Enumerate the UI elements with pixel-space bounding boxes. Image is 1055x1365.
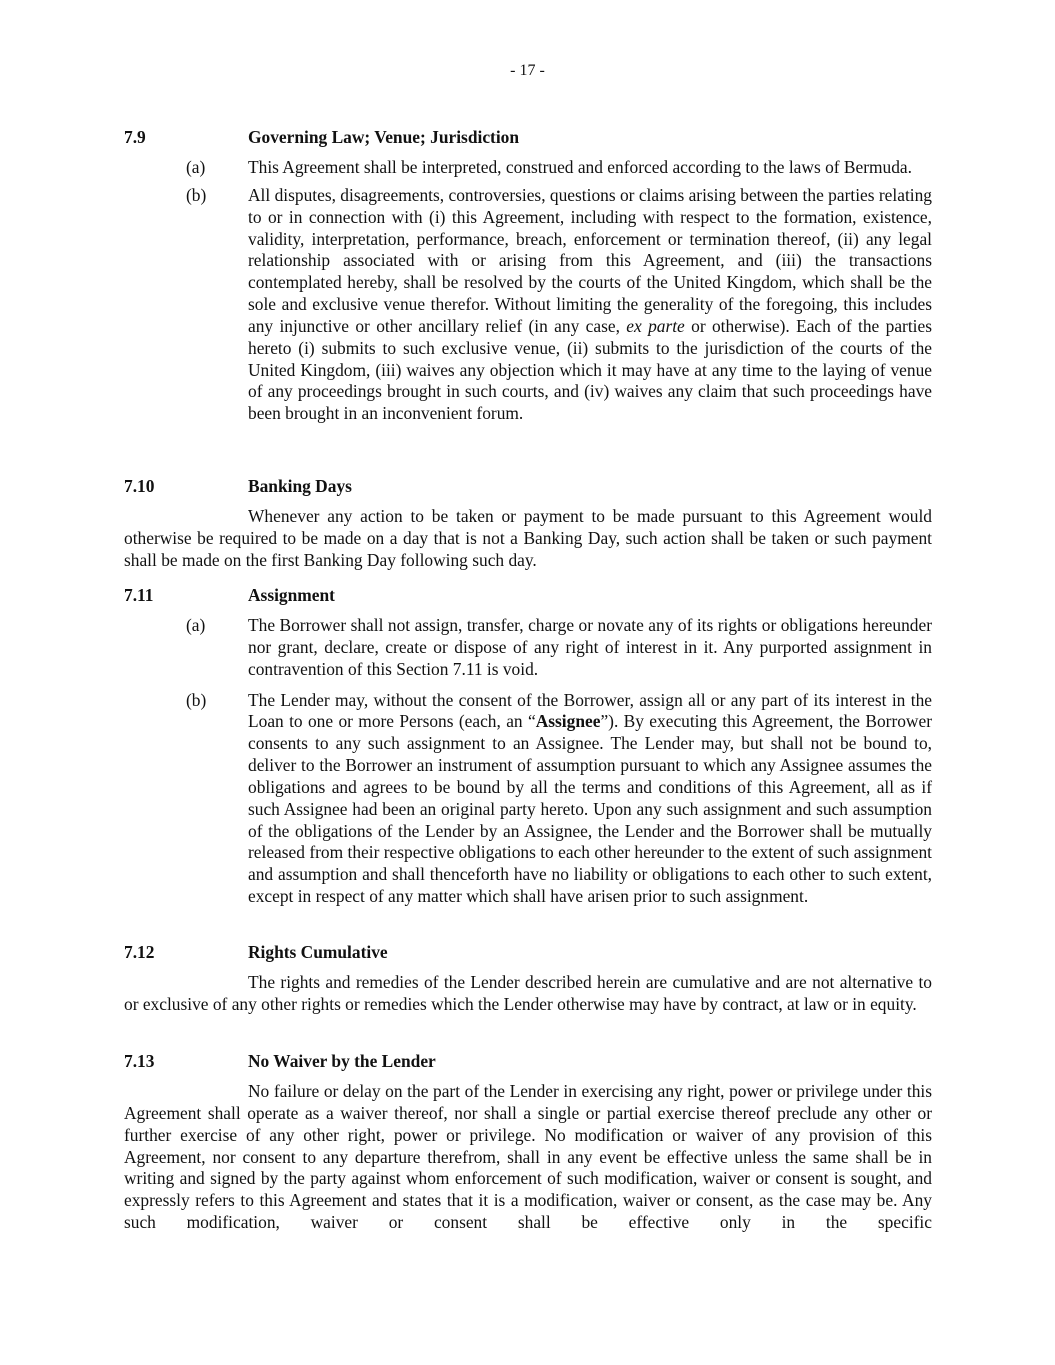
section-title: Governing Law; Venue; Jurisdiction: [248, 127, 520, 147]
clause-a: [124, 157, 932, 179]
italic-term: ex parte: [626, 315, 685, 336]
section-body: The rights and remedies of the Lender described herein are cumulative and are not alternative to or exclusive of any other rights or remedies which the Lender otherwise may have by contract, at law or in equity.: [124, 972, 932, 1014]
page-number: - 17 -: [510, 62, 545, 79]
section-title: Rights Cumulative: [248, 942, 388, 962]
section-title: Banking Days: [248, 476, 352, 496]
clause-text: [248, 185, 932, 425]
section-number: 7.11: [124, 585, 154, 605]
section-number: 7.9: [124, 127, 146, 147]
clause-label: (a): [186, 157, 206, 177]
section-title: No Waiver by the Lender: [248, 1051, 436, 1071]
section-body: No failure or delay on the part of the Lender in exercising any right, power or privilege under this Agreement shall operate as a waiver thereof, nor shall a single or partial exercise thereof preclude any other or further exercise of any other right, power or privilege. No modification or waiver of any provision of this Agreement, nor consent to any departure therefrom, shall in any event be effective unless the same shall be in writing and signed by the party against whom enforcement of such modification, waiver or consent is sought, and expressly refers to this Agreement and states that it is a modification, waiver or consent, as the case may be. Any such modification, waiver or consent shall be effective only in the specific: [124, 1081, 932, 1233]
section-7-13: [124, 1049, 932, 1234]
section-7-11: [124, 583, 932, 908]
clause-text-part: The Lender may, without the consent of the Borrower, assign all or any part of its interest in the Loan to one or more Persons (each, an “: [248, 689, 932, 732]
section-heading: [124, 125, 932, 149]
defined-term: Assignee: [535, 711, 601, 732]
clause-text-part: All disputes, disagreements, controversies, questions or claims arising between the parties relating to or in connection with (i) this Agreement, including with respect to the formation, existence, validity, interpretation, performance, breach, enforcement or termination thereof, (ii) any legal relationship associated with or arising from this Agreement, and (iii) the transactions contemplated hereby, shall be resolved by the courts of the United Kingdom, which shall be the sole and exclusive venue therefor. Without limiting the generality of the foregoing, this includes any injunctive or other ancillary relief (in any case,: [248, 184, 932, 336]
section-number: 7.10: [124, 476, 155, 496]
clause-label: (a): [186, 615, 206, 635]
clause-text: [248, 690, 932, 908]
clause-label: (b): [186, 689, 207, 710]
clause-text-part: ”). By executing this Agreement, the Borrower consents to any such assignment to an Assignee. The Lender may, but shall not be bound to, deliver to the Borrower an instrument of assumption pursuant to which any Assignee assumes the obligations and agrees to be bound by all the terms and conditions of this Agreement, all as if such Assignee had been an original party hereto. Upon any such assignment and such assumption of the obligations of the Lender by an Assignee, the Lender and the Borrower shall be mutually released from their respective obligations to each other hereunder to the extent of such assignment and assumption and shall thenceforth have no liability or obligations to each other to such extent, except in respect of any matter which shall have arisen prior to such assignment.: [248, 711, 933, 907]
section-7-12: [124, 940, 932, 1016]
section-heading: [124, 583, 932, 607]
clause-label: (b): [186, 184, 207, 205]
section-7-10: [124, 474, 932, 572]
clause-text-part: or otherwise). Each of the parties hereto (i) submits to such exclusive venue, (ii) submits to the jurisdiction of the courts of the United Kingdom, (iii) waives any objection which it may have at any time to the laying of venue of any proceedings brought in such courts, and (iv) waives any claim that such proceedings have been brought in an inconvenient forum.: [248, 315, 932, 424]
section-number: 7.12: [124, 942, 155, 962]
section-body: Whenever any action to be taken or payment to be made pursuant to this Agreement would otherwise be required to be made on a day that is not a Banking Day, such action shall be taken or such payment shall be made on the first Banking Day following such day.: [124, 506, 932, 570]
section-heading: [124, 1049, 932, 1073]
section-7-9: [124, 125, 932, 425]
clause-b: [124, 185, 932, 425]
section-number: 7.13: [124, 1051, 155, 1071]
clause-a: [124, 615, 932, 681]
section-title: Assignment: [248, 585, 335, 605]
section-heading: [124, 474, 932, 498]
clause-text: This Agreement shall be interpreted, construed and enforced according to the laws of Bermuda.: [248, 157, 912, 177]
clause-text: The Borrower shall not assign, transfer, charge or novate any of its rights or obligations hereunder nor grant, declare, create or dispose of any right of interest in it. Any purported assignment in contravention of this Section 7.11 is void.: [248, 615, 932, 679]
section-heading: [124, 940, 932, 964]
clause-b: [124, 690, 932, 908]
